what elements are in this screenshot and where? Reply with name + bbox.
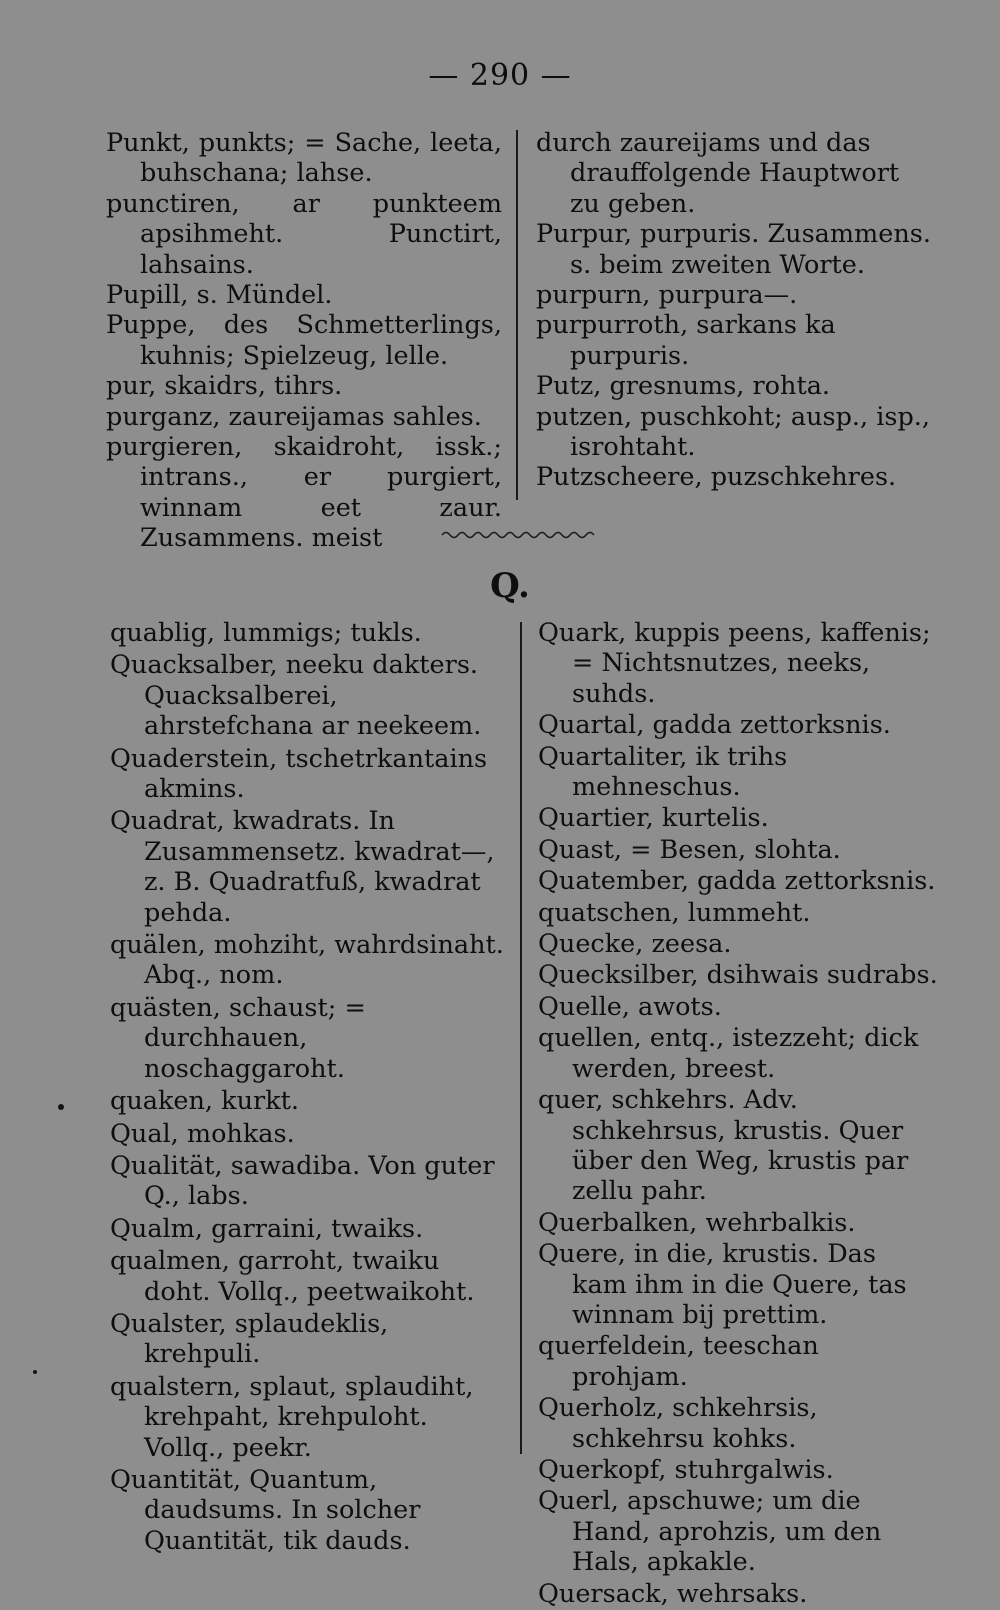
page-number: — 290 — <box>428 58 572 93</box>
dictionary-entry: Putz, gresnums, rohta. <box>536 371 831 402</box>
dictionary-entry: Punkt, punkts; = Sache, leeta, buhschana; lahse. <box>106 128 502 189</box>
dictionary-entry: Querkopf, stuhrgalwis. <box>538 1454 834 1485</box>
dictionary-entry: Puppe, des Schmetterlings, kuhnis; Spielzeug, lelle. <box>106 310 502 371</box>
top-left-column <box>106 128 502 554</box>
dictionary-entry: putzen, puschkoht; ausp., isp., isrohtaht. <box>536 401 930 463</box>
dictionary-entry: pur, skaidrs, tihrs. <box>106 371 343 402</box>
dictionary-entry: Quacksalber, neeku dakters. Quacksalberei, ahrstefchana ar neekeem. <box>110 650 482 742</box>
dictionary-entry: Querbalken, wehrbalkis. <box>538 1207 856 1238</box>
ornamental-divider <box>440 528 600 542</box>
dictionary-entry: quaken, kurkt. <box>110 1086 299 1117</box>
dictionary-entry: durch zaureijams und das drauffolgende Hauptwort zu geben. <box>536 128 900 219</box>
dictionary-entry: quer, schkehrs. Adv. schkehrsus, krustis. Quer über den Weg, krustis par zellu pahr. <box>538 1085 909 1207</box>
dictionary-entry: quellen, entq., istezzeht; dick werden, breest. <box>538 1023 919 1084</box>
dictionary-entry: querfeldein, teeschan prohjam. <box>538 1331 819 1392</box>
dictionary-entry: purgieren, skaidroht, issk.; intrans., er purgiert, winnam eet zaur. Zusammens. meist <box>106 432 502 554</box>
dictionary-entry: Quere, in die, krustis. Das kam ihm in die Quere, tas winnam bij prettim. <box>538 1239 907 1330</box>
dictionary-entry: Quelle, awots. <box>538 991 722 1022</box>
section-heading: Q. <box>490 566 530 606</box>
dictionary-entry: Quartaliter, ik trihs mehneschus. <box>538 741 788 803</box>
dictionary-entry: purpurn, purpura—. <box>536 280 798 311</box>
dictionary-entry: Quark, kuppis peens, kaffenis; = Nichtsnutzes, neeks, suhds. <box>538 618 931 709</box>
dictionary-entry: Querl, apschuwe; um die Hand, aprohzis, um den Hals, apkakle. <box>538 1486 882 1578</box>
dictionary-entry: Quartal, gadda zettorksnis. <box>538 710 891 741</box>
dictionary-entry: Quaderstein, tschetrkantains akmins. <box>110 743 488 805</box>
dictionary-entry: qualmen, garroht, twaiku doht. Vollq., peetwaikoht. <box>110 1246 475 1307</box>
dictionary-entry: purpurroth, sarkans ka purpuris. <box>536 310 836 371</box>
dictionary-entry: Quadrat, kwadrats. In Zusammensetz. kwadrat—, z. B. Quadratfuß, kwadrat pehda. <box>110 806 495 928</box>
bottom-left-column <box>110 618 506 1558</box>
dictionary-entry: Quecke, zeesa. <box>538 929 732 960</box>
dictionary-entry: Qualster, splaudeklis, krehpuli. <box>110 1308 389 1370</box>
dictionary-entry: Quersack, wehrsaks. <box>538 1578 808 1609</box>
dictionary-entry: Querholz, schkehrsis, schkehrsu kohks. <box>538 1393 818 1454</box>
dictionary-entry: Purpur, purpuris. Zusammens. s. beim zweiten Worte. <box>536 219 931 280</box>
margin-mark <box>58 1104 64 1110</box>
dictionary-entry: punctiren, ar punkteem apsihmeht. Punctirt, lahsains. <box>106 188 502 280</box>
dictionary-entry: purganz, zaureijamas sahles. <box>106 401 482 432</box>
dictionary-entry: Qualität, sawadiba. Von guter Q., labs. <box>110 1150 495 1212</box>
dictionary-entry: quästen, schaust; = durchhauen, noschaggaroht. <box>110 992 366 1084</box>
dictionary-entry: quälen, mohziht, wahrdsinaht. Abq., nom. <box>110 930 504 991</box>
dictionary-entry: Qual, mohkas. <box>110 1118 295 1149</box>
dictionary-entry: Quecksilber, dsihwais sudrabs. <box>538 960 938 991</box>
dictionary-entry: quatschen, lummeht. <box>538 897 811 928</box>
column-divider <box>520 622 522 1454</box>
top-right-column <box>536 128 932 493</box>
column-divider <box>516 130 518 500</box>
dictionary-entry: Qualm, garraini, twaiks. <box>110 1213 424 1244</box>
margin-mark <box>33 1370 37 1374</box>
dictionary-entry: Quantität, Quantum, daudsums. In solcher Quantität, tik dauds. <box>110 1464 421 1556</box>
dictionary-entry: Quartier, kurtelis. <box>538 803 769 834</box>
dictionary-entry: qualstern, splaut, splaudiht, krehpaht, krehpuloht. Vollq., peekr. <box>110 1371 474 1463</box>
dictionary-entry: quablig, lummigs; tukls. <box>110 618 422 648</box>
dictionary-entry: Quatember, gadda zettorksnis. <box>538 866 936 897</box>
dictionary-entry: Putzscheere, puzschkehres. <box>536 462 897 493</box>
dictionary-entry: Quast, = Besen, slohta. <box>538 834 841 865</box>
dictionary-entry: Pupill, s. Mündel. <box>106 280 333 311</box>
bottom-right-column <box>538 618 938 1610</box>
